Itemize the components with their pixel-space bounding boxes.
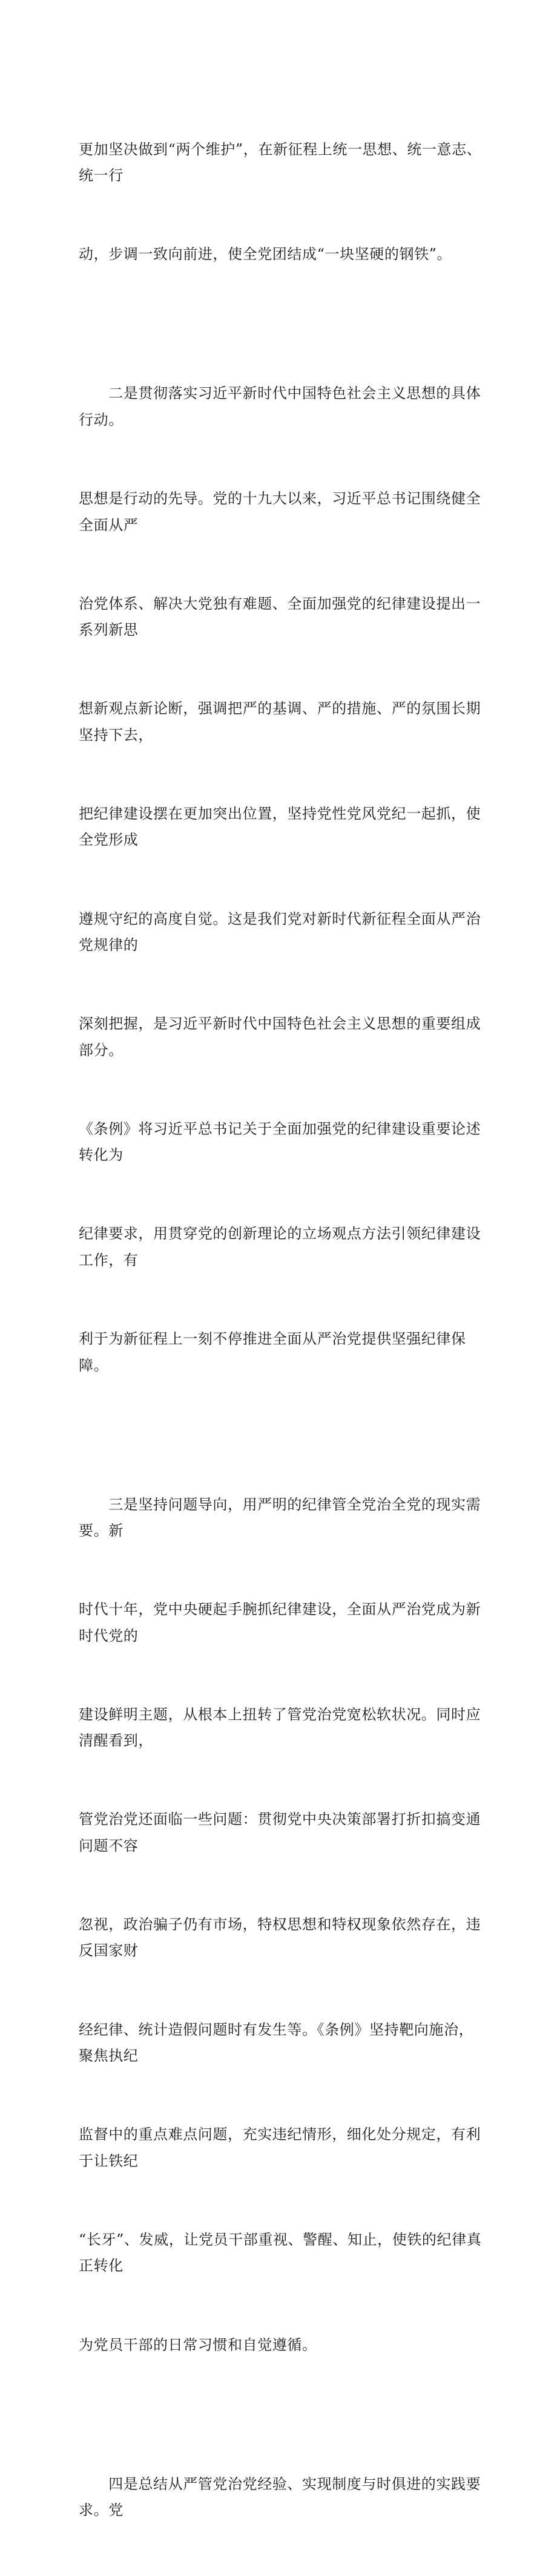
text-line: 利于为新征程上一刻不停推进全面从严治党提供坚强纪律保障。	[79, 1330, 466, 1374]
text-line: 为党员干部的日常习惯和自觉遵循。	[79, 2336, 317, 2353]
text-line: 管党治党还面临一些问题：贯彻党中央决策部署打折扣搞变通问题不容	[79, 1811, 481, 1854]
paragraph-4	[79, 2419, 484, 2576]
paragraph-gap	[79, 1431, 484, 1439]
paragraph-1	[79, 84, 484, 321]
paragraph-3	[79, 1439, 484, 2411]
paragraph-2	[79, 329, 484, 1431]
text-line: 更加坚决做到“两个维护”，在新征程上统一思想、统一意志、统一行	[79, 140, 482, 185]
text-line: 四是总结从严管党治党经验、实现制度与时俱进的实践要求。党	[79, 2475, 481, 2519]
text-line: 深刻把握，是习近平新时代中国特色社会主义思想的重要组成部分。	[79, 1015, 481, 1059]
text-line: 监督中的重点难点问题，充实违纪情形，细化处分规定，有利于让铁纪	[79, 2126, 481, 2169]
text-line: 经纪律、统计造假问题时有发生等。《条例》坚持靶向施治，聚焦执纪	[79, 2021, 474, 2065]
text-line: 二是贯彻落实习近平新时代中国特色社会主义思想的具体行动。	[79, 385, 481, 428]
paragraph-gap	[79, 321, 484, 329]
document-body	[79, 84, 484, 2576]
text-line: “长牙”、发威，让党员干部重视、警醒、知止，使铁的纪律真正转化	[79, 2231, 482, 2275]
text-line: 建设鲜明主题，从根本上扭转了管党治党宽松软状况。同时应清醒看到，	[79, 1705, 481, 1750]
text-line: 思想是行动的先导。党的十九大以来，习近平总书记围绕健全全面从严	[79, 490, 481, 534]
text-line: 《条例》将习近平总书记关于全面加强党的纪律建设重要论述转化为	[79, 1120, 481, 1164]
text-line: 三是坚持问题导向，用严明的纪律管全党治全党的现实需要。新	[79, 1496, 481, 1539]
text-line: 遵规守纪的高度自觉。这是我们党对新时代新征程全面从严治党规律的	[79, 910, 481, 953]
text-line: 忽视，政治骗子仍有市场，特权思想和特权现象依然存在，违反国家财	[79, 1916, 481, 1960]
text-line: 治党体系、解决大党独有难题、全面加强党的纪律建设提出一系列新思	[79, 595, 481, 639]
text-line: 时代十年，党中央硬起手腕抓纪律建设，全面从严治党成为新时代党的	[79, 1601, 481, 1644]
text-line: 把纪律建设摆在更加突出位置，坚持党性党风党纪一起抓，使全党形成	[79, 805, 481, 849]
paragraph-gap	[79, 2411, 484, 2419]
text-line: 想新观点新论断，强调把严的基调、严的措施、严的氛围长期坚持下去，	[79, 700, 481, 744]
text-line: 纪律要求，用贯穿党的创新理论的立场观点方法引领纪律建设工作，有	[79, 1225, 481, 1269]
text-line: 动，步调一致向前进，使全党团结成“一块坚硬的钢铁”。	[79, 246, 452, 263]
